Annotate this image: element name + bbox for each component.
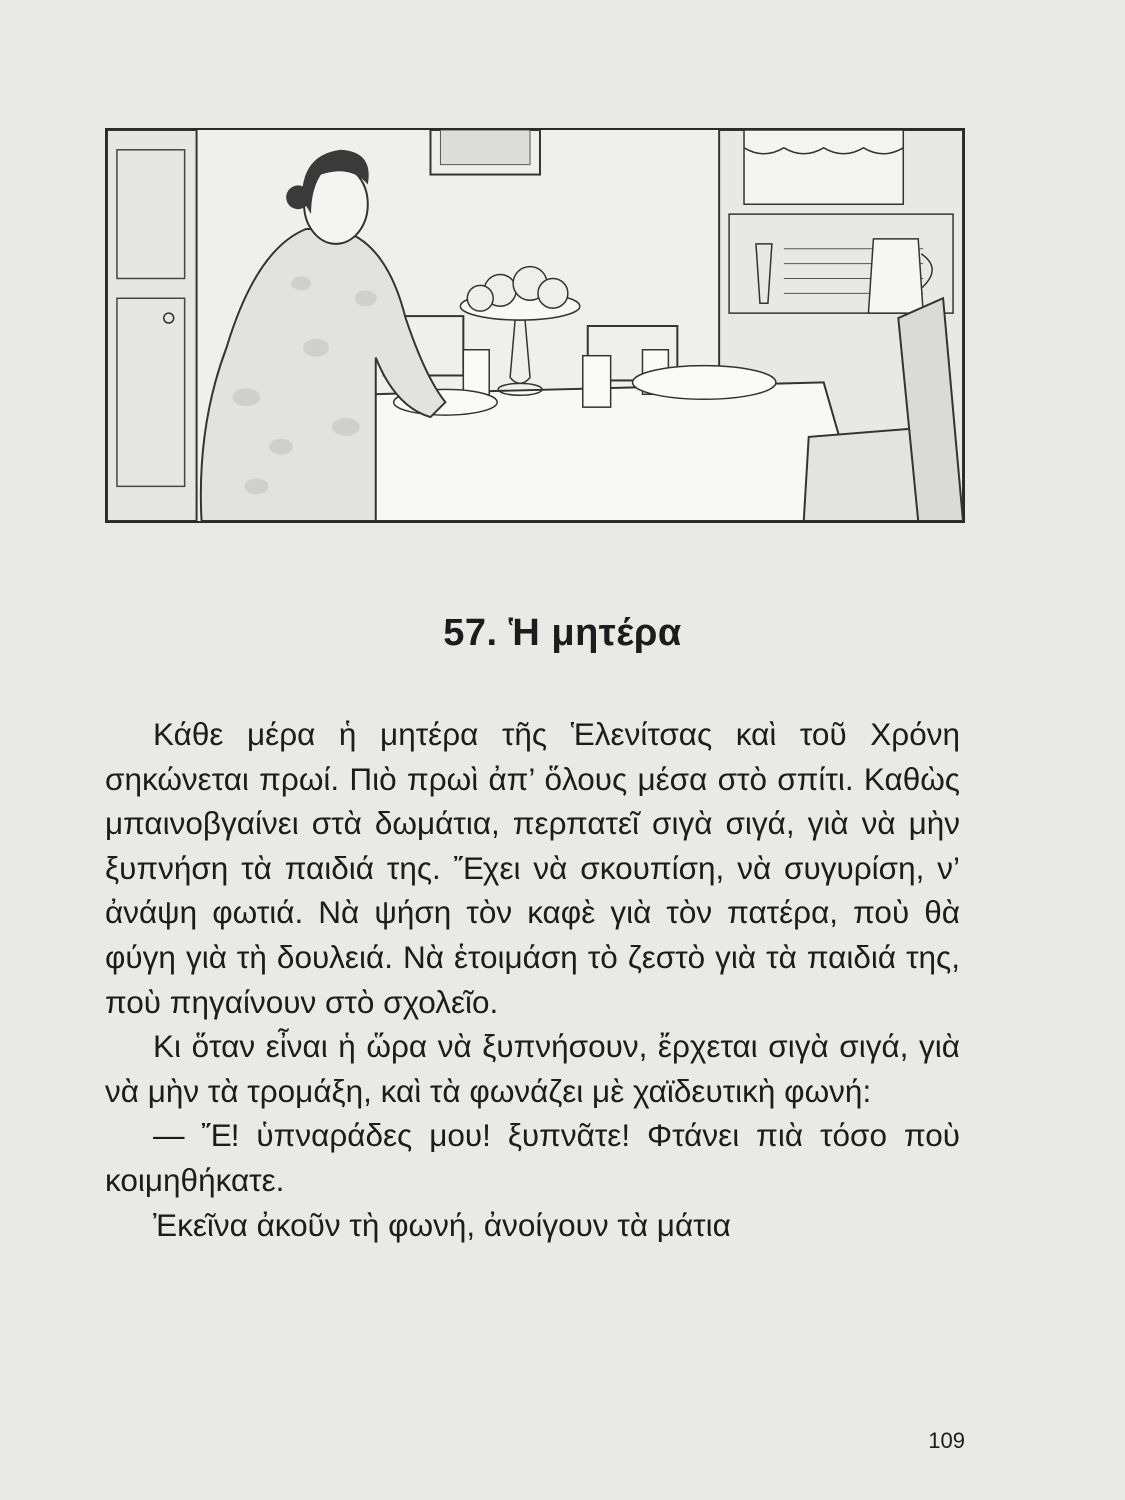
paragraph: Κι ὅταν εἶναι ἡ ὥρα νὰ ξυπνήσουν, ἔρχεται σιγὰ σιγά, γιὰ νὰ μὴν τὰ τρομάξη, καὶ τὰ φωνάζει μὲ χαϊδευτικὴ φωνή: [105, 1028, 960, 1109]
paragraph-dialogue: — Ἔ! ὑπναράδες μου! ξυπνᾶτε! Φτάνει πιὰ τόσο ποὺ κοιμηθήκατε. [105, 1117, 960, 1198]
chapter-text [105, 712, 960, 1247]
paragraph: Κάθε μέρα ἡ μητέρα τῆς Ἑλενίτσας καὶ τοῦ Χρόνη σηκώνεται πρωί. Πιὸ πρωὶ ἀπ’ ὅλους μέσα στὸ σπίτι. Καθὼς μπαινοβγαίνει στὰ δωμάτια, περπατεῖ σιγὰ σιγά, γιὰ νὰ μὴν ξυπνήση τὰ παιδιά της. Ἔχει νὰ σκουπίση, νὰ συγυρίση, ν’ ἀνάψη φωτιά. Νὰ ψήση τὸν καφὲ γιὰ τὸν πατέρα, ποὺ θὰ φύγη γιὰ τὴ δουλειά. Νὰ ἑτοιμάση τὸ ζεστὸ γιὰ τὰ παιδιά της, ποὺ πηγαίνουν στὸ σχολεῖο. [105, 716, 960, 1020]
page-number: 109 [928, 1428, 965, 1453]
chapter-title: 57. Ἡ μητέρα [443, 612, 682, 654]
kitchen-illustration [105, 128, 965, 523]
paragraph: Ἐκεῖνα ἀκοῦν τὴ φωνή, ἀνοίγουν τὰ μάτια [153, 1206, 731, 1243]
